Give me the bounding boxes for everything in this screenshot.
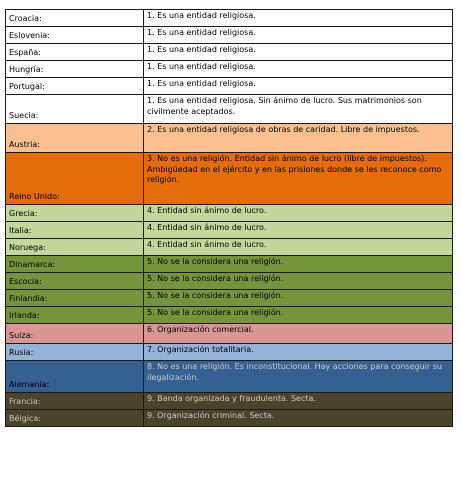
description-cell: 2. Es una entidad religiosa de obras de caridad. Libre de impuestos. bbox=[144, 124, 453, 153]
country-cell: Suiza: bbox=[6, 324, 144, 344]
description-cell: 1. Es una entidad religiosa. bbox=[144, 44, 453, 61]
description-cell: 1. Es una entidad religiosa. bbox=[144, 78, 453, 95]
table-row bbox=[6, 239, 453, 256]
description-cell: 5. No se la considera una religión. bbox=[144, 290, 453, 307]
country-cell: Escocia: bbox=[6, 273, 144, 290]
country-cell: Suecia: bbox=[6, 95, 144, 124]
table-row bbox=[6, 153, 453, 205]
table-row bbox=[6, 222, 453, 239]
country-cell: España: bbox=[6, 44, 144, 61]
description-cell: 5. No se la considera una religión. bbox=[144, 256, 453, 273]
table-row bbox=[6, 44, 453, 61]
country-cell: Rusia: bbox=[6, 344, 144, 361]
description-cell: 1. Es una entidad religiosa. Sin ánimo de lucro. Sus matrimonios son civilmente aceptados. bbox=[144, 95, 453, 124]
description-cell: 9. Organización criminal. Secta. bbox=[144, 410, 453, 427]
country-cell: Hungría: bbox=[6, 61, 144, 78]
country-cell: Italia: bbox=[6, 222, 144, 239]
country-cell: Alemania: bbox=[6, 361, 144, 393]
country-cell: Finlandia: bbox=[6, 290, 144, 307]
description-cell: 4. Entidad sin ánimo de lucro. bbox=[144, 239, 453, 256]
country-cell: Dinamarca: bbox=[6, 256, 144, 273]
description-cell: 5. No se la considera una religión. bbox=[144, 307, 453, 324]
description-cell: 4. Entidad sin ánimo de lucro. bbox=[144, 205, 453, 222]
table-row bbox=[6, 273, 453, 290]
country-cell: Noruega: bbox=[6, 239, 144, 256]
table-row bbox=[6, 27, 453, 44]
country-cell: Bélgica: bbox=[6, 410, 144, 427]
description-cell: 1. Es una entidad religiosa. bbox=[144, 27, 453, 44]
table-row bbox=[6, 393, 453, 410]
country-cell: Francia: bbox=[6, 393, 144, 410]
table-row bbox=[6, 95, 453, 124]
table-row bbox=[6, 205, 453, 222]
description-cell: 7. Organización totalitaria. bbox=[144, 344, 453, 361]
table-row bbox=[6, 256, 453, 273]
description-cell: 1. Es una entidad religiosa. bbox=[144, 10, 453, 27]
country-cell: Eslovenia: bbox=[6, 27, 144, 44]
table-row bbox=[6, 10, 453, 27]
table-row bbox=[6, 361, 453, 393]
description-cell: 1. Es una entidad religiosa. bbox=[144, 61, 453, 78]
table-row bbox=[6, 410, 453, 427]
country-cell: Grecia: bbox=[6, 205, 144, 222]
table-row bbox=[6, 324, 453, 344]
table-row bbox=[6, 290, 453, 307]
table-row bbox=[6, 78, 453, 95]
country-cell: Portugal: bbox=[6, 78, 144, 95]
description-cell: 8. No es una religión. Es inconstitucional. Hay acciones para conseguir su ilegalización. bbox=[144, 361, 453, 393]
description-cell: 9. Banda organizada y fraudulenta. Secta. bbox=[144, 393, 453, 410]
table-row bbox=[6, 124, 453, 153]
description-cell: 5. No se la considera una religión. bbox=[144, 273, 453, 290]
table-row bbox=[6, 344, 453, 361]
description-cell: 6. Organización comercial. bbox=[144, 324, 453, 344]
country-cell: Reino Unido: bbox=[6, 153, 144, 205]
table-row bbox=[6, 61, 453, 78]
country-cell: Austria: bbox=[6, 124, 144, 153]
country-cell: Croacia: bbox=[6, 10, 144, 27]
classification-table bbox=[5, 9, 453, 427]
country-cell: Irlanda: bbox=[6, 307, 144, 324]
description-cell: 4. Entidad sin ánimo de lucro. bbox=[144, 222, 453, 239]
description-cell: 3. No es una religión. Entidad sin ánimo de lucro (libre de impuestos). Ambigüedad en el ejército y en las prisiones donde se les reconoce como religión. bbox=[144, 153, 453, 205]
table-row bbox=[6, 307, 453, 324]
